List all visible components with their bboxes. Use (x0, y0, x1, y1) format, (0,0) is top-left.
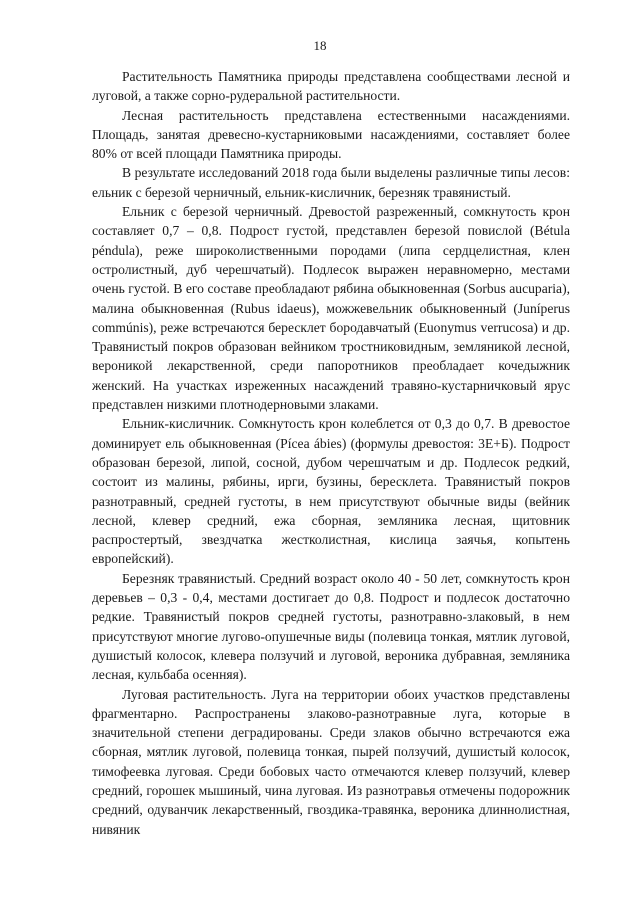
body-text (92, 67, 570, 839)
paragraph-spruce-birch-bilberry: Ельник с березой черничный. Древостой разреженный, сомкнутость крон составляет 0,7 – 0,8. Подрост густой, представлен березой повислой (Bétula péndula), реже широколиственными породами (липа сердцелистная, клен остролистный, дуб черешчатый). Подлесок выражен неравномерно, местами очень густой. В его составе преобладают рябина обыкновенная (Sorbus aucuparia), малина обыкновенная (Rubus idaeus), можжевельник обыкновенный (Juníperus commúnis), реже встречаются бересклет бородавчатый (Euonymus verrucosa) и др. Травянистый покров образован вейником тростниковидным, земляникой лесной, вероникой лекарственной, среди папоротников преобладает кочедыжник женский. На участках изреженных насаждений травяно-кустарничковый ярус представлен низкими плотнодерновыми злаками. (92, 204, 570, 413)
paragraph-meadow-vegetation: Луговая растительность. Луга на территории обоих участков представлены фрагментарно. Распространены злаково-разнотравные луга, которые в значительной степени деградированы. Среди злаков обычно встречаются ежа сборная, мятлик луговой, полевица тонкая, пырей ползучий, душистый колосок, тимофеевка луговая. Среди бобовых часто отмечаются клевер ползучий, клевер средний, горошек мышиный, чина луговая. Из разнотравья отмечены подорожник средний, одуванчик лекарственный, гвоздика-травянка, вероника длиннолистная, нивяник (92, 686, 570, 837)
paragraph-forest-types: В результате исследований 2018 года были выделены различные типы лесов: ельник с березой черничный, ельник-кисличник, березняк травянистый. (92, 165, 570, 200)
paragraph-forest-vegetation: Лесная растительность представлена естественными насаждениями. Площадь, занятая древесно-кустарниковыми насаждениями, составляет более 80% от всей площади Памятника природы. (92, 107, 570, 162)
paragraph-vegetation-intro: Растительность Памятника природы представлена сообществами лесной и луговой, а также сорно-рудеральной растительности. (92, 69, 570, 104)
paragraph-spruce-oxalis: Ельник-кисличник. Сомкнутость крон колеблется от 0,3 до 0,7. В древостое доминирует ель обыкновенная (Pícea ábies) (формулы древостоя: 3Е+Б). Подрост образован березой, липой, сосной, дубом черешчатым и др. Подлесок редкий, состоит из малины, рябины, ирги, бузины, бересклета. Травянистый покров разнотравный, средней густоты, в нем присутствуют обычные виды (вейник лесной, клевер средний, ежа сборная, земляника лесная, щитовник распростертый, звездчатка жестколистная, кислица заячья, копытень европейский). (92, 416, 570, 567)
page-number: 18 (313, 38, 327, 53)
paragraph-birch-herbaceous: Березняк травянистый. Средний возраст около 40 - 50 лет, сомкнутость крон деревьев – 0,3 - 0,4, местами достигает до 0,8. Подрост и подлесок достаточно редкие. Травянистый покров средней густоты, разнотравно-злаковый, в нем присутствуют многие лугово-опушечные виды (полевица тонкая, мятлик луговой, душистый колосок, клевера ползучий и луговой, вероника дубравная, земляника лесная, кульбаба осенняя). (92, 570, 570, 683)
